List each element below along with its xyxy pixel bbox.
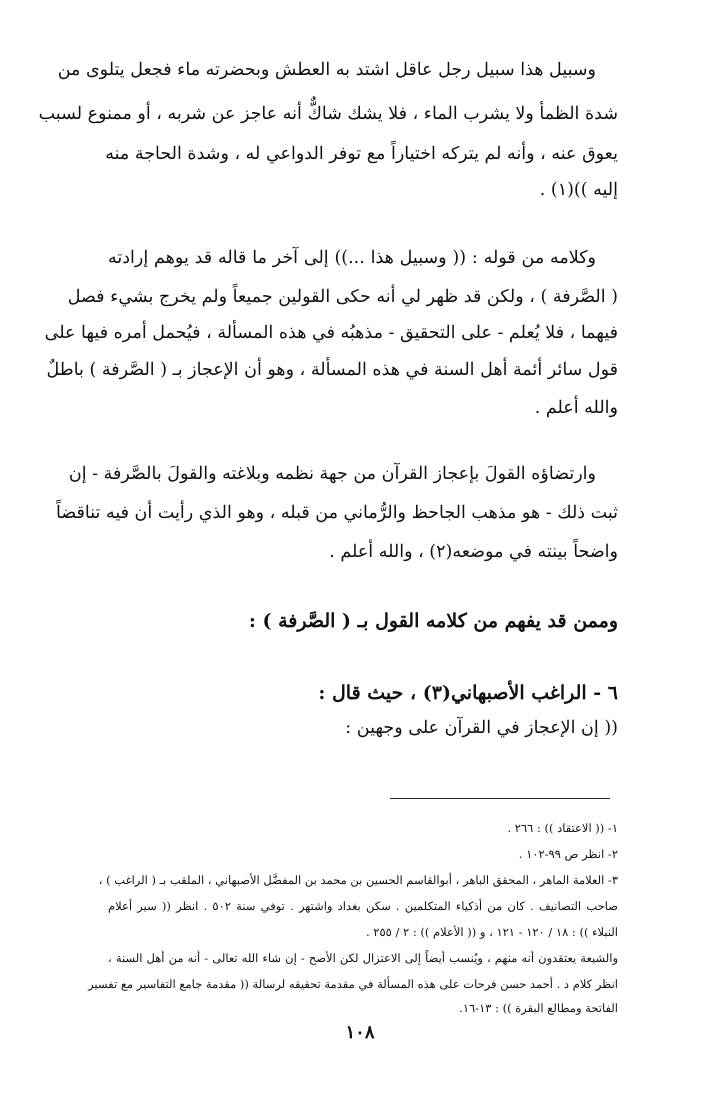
footnote-line: ٣- العلامة الماهر ، المحقق الباهر ، أبوالقاسم الحسين بن محمد بن المفضَّل الأصبهاني ، الملقب بـ ( الراغب ) ،: [98, 873, 618, 887]
body-line: شدة الظمأ ولا يشرب الماء ، فلا يشك شاكٌّ أنه عاجز عن شربه ، أو ممنوع لسبب: [38, 104, 618, 124]
footnote-line: ٢- انظر ص ٩٩-١٠٢ .: [518, 847, 618, 861]
footnote-line: صاحب التصانيف . كان من أذكياء المتكلمين . سكن بغداد واشتهر . توفي سنة ٥٠٢ . انظر (( سير أعلام: [108, 899, 619, 913]
body-line: يعوق عنه ، وأنه لم يتركه اختياراً مع توفر الدواعي له ، وشدة الحاجة منه: [105, 144, 618, 164]
footnote-separator: [390, 798, 610, 799]
body-line: والله أعلم .: [534, 398, 618, 418]
footnote-line: ١- (( الاعتقاد )) : ٢٦٦ .: [507, 821, 618, 835]
quote-line: (( إن الإعجاز في القرآن على وجهين :: [345, 718, 618, 738]
body-line: قول سائر أئمة أهل السنة في هذه المسألة ، وهو أن الإعجاز بـ ( الصَّرفة ) باطلٌ: [46, 360, 618, 380]
body-line: ثبت ذلك - هو مذهب الجاحظ والرُّماني من قبله ، وهو الذي رأيت أن فيه تناقضاً: [56, 503, 618, 523]
body-line: وارتضاؤه القولَ بإعجاز القرآن من جهة نظمه وبلاغته والقولَ بالصَّرفة - إن: [68, 464, 596, 484]
body-line: ( الصَّرفة ) ، ولكن قد ظهر لي أنه حكى القولين جميعاً ولم يخرج بشيء فصل: [67, 287, 618, 307]
subsection-heading: ٦ - الراغب الأصبهاني(٣) ، حيث قال :: [318, 682, 618, 704]
footnote-line: النبلاء )) : ١٨ / ١٢٠ - ١٢١ ، و (( الأعلام )) : ٢ / ٢٥٥ .: [365, 925, 618, 939]
body-line: وسبيل هذا سبيل رجل عاقل اشتد به العطش وبحضرته ماء فجعل يتلوى من: [57, 60, 596, 80]
footnote-line: انظر كلام د . أحمد حسن فرحات على هذه المسألة في مقدمة تحقيقه لرسالة (( مقدمة جامع التفاسير مع تفسير: [88, 977, 618, 991]
footnote-line: والشيعة يعتقدون أنه منهم ، ويُنسب أيضاً إلى الاعتزال لكن الأصح - إن شاء الله تعالى - أنه من أهل السنة ،: [108, 951, 618, 965]
page-number: ١٠٨: [345, 1022, 375, 1043]
body-line: واضحاً بينته في موضعه(٢) ، والله أعلم .: [329, 542, 618, 562]
body-line: وكلامه من قوله : (( وسبيل هذا ...)) إلى آخر ما قاله قد يوهم إرادته: [108, 248, 596, 268]
footnote-line: الفاتحة ومطالع البقرة )) : ١٣-١٦.: [459, 1001, 618, 1015]
body-line: إليه ))(١) .: [539, 180, 618, 200]
body-line: فيهما ، فلا يُعلم - على التحقيق - مذهبُه في هذه المسألة ، فيُحمل أمره فيها على: [44, 323, 618, 343]
section-heading: وممن قد يفهم من كلامه القول بـ ( الصَّرفة ) :: [248, 610, 618, 632]
